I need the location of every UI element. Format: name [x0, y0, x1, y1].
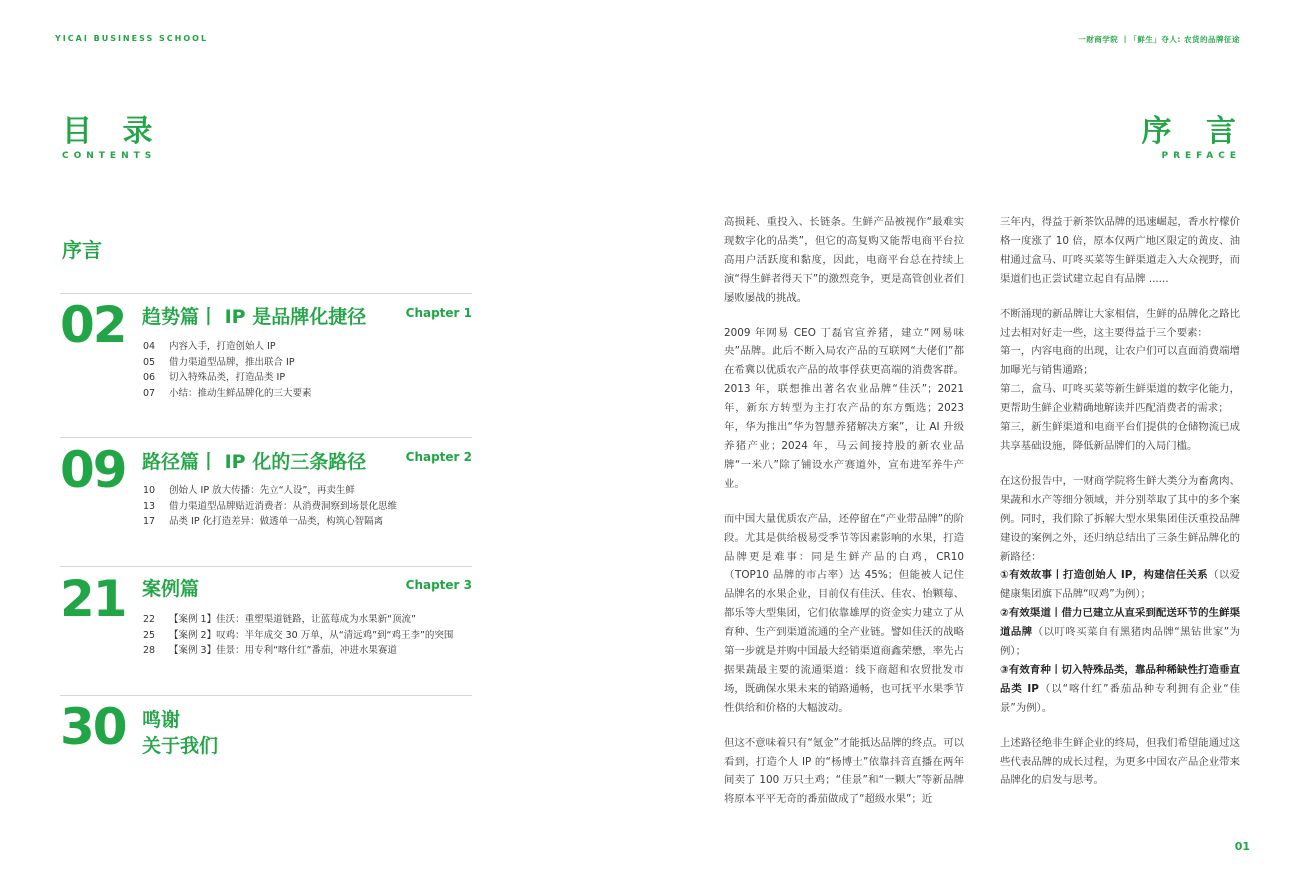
- toc-divider: [60, 566, 472, 567]
- list-item[interactable]: 13 借力渠道型品牌贴近消费者：从消费洞察到场景化思维: [143, 500, 398, 512]
- preface-paragraph: 上述路径绝非生鲜企业的终局，但我们希望能通过这些代表品牌的成长过程，为更多中国农产品企业带来品牌化的启发与思考。: [1000, 736, 1240, 787]
- chapter-3-title[interactable]: 案例篇: [142, 578, 200, 600]
- preface-paragraph: 但这不意味着只有“氪金”才能抵达品牌的终点。可以看到，打造个人 IP 的“杨博士”依靠抖音直播在两年间卖了 100 万只土鸡；“佳景”和“一颗大”等新品牌将原本平平无奇的番茄做成了“超级水果”；近: [724, 736, 964, 806]
- chapter-1-list: [143, 339, 312, 401]
- toc-title: 目 录: [62, 114, 163, 149]
- about-us-title[interactable]: 关于我们: [142, 735, 219, 757]
- list-item[interactable]: 06 切入特殊品类，打造品类 IP: [143, 372, 286, 383]
- chapter-3-tag: Chapter 3: [405, 578, 472, 592]
- toc-divider: [60, 437, 472, 438]
- toc-subtitle: CONTENTS: [62, 151, 157, 161]
- preface-paragraph: 而中国大量优质农产品，还停留在“产业带品牌”的阶段。尤其是供给极易受季节等因素影响的水果，打造品牌更是难事：同是生鲜产品的白鸡，CR10（TOP10 品牌的市占率）达 45%；但能被人记住品牌名的水果企业，目前仅有佳沃、佳农、怡颗莓、都乐等大型集团，它们依靠雄厚的资金实力建立了从育种、生产到渠道流通的全产业链。譬如佳沃的战略第一步就是并购中国最大经销渠道商鑫荣懋，率先占据果蔬最主要的流通渠道：线下商超和农贸批发市场，既确保水果未来的销路通畅，也可抚平水果季节性供给和价格的大幅波动。: [724, 512, 964, 714]
- list-item[interactable]: 05 借力渠道型品牌，推出联合 IP: [143, 356, 295, 368]
- list-item[interactable]: 07 小结：推动生鲜品牌化的三大要素: [143, 387, 312, 399]
- toc-divider: [60, 293, 472, 294]
- chapter-1-tag: Chapter 1: [405, 306, 472, 320]
- acknowledgements-page[interactable]: 30: [60, 698, 126, 756]
- preface-paragraph: 在这份报告中，一财商学院将生鲜大类分为畜禽肉、果蔬和水产等细分领域，并分别萃取了其中的多个案例。同时，我们除了拆解大型水果集团佳沃重投品牌建设的案例之外，还归纳总结出了三条生鲜品牌化的新路径： ①有效故事丨打造创始人 IP，构建信任关系（以爱健康集团旗下品牌“叹鸡”为例）； ②有效渠道丨借力已建立从直采到配送环节的生鲜渠道品牌（以叮咚买菜自有黑猪肉品牌“黑钻世家”为例）； ③有效育种丨切入特殊品类，靠品种稀缺性打造垂直品类 IP（以“喀什红”番茄品种专利拥有企业“佳景”为例）。: [1000, 474, 1241, 714]
- list-item[interactable]: 10 创始人 IP 放大传播：先立“人设”，再卖生鲜: [143, 485, 355, 496]
- acknowledgements-title[interactable]: 鸣谢: [142, 709, 181, 731]
- chapter-1-title[interactable]: 趋势篇丨 IP 是品牌化捷径: [142, 306, 367, 328]
- chapter-2-tag: Chapter 2: [405, 450, 472, 464]
- chapter-3-page[interactable]: 21: [60, 570, 126, 628]
- list-item[interactable]: 28 【案例 3】佳景：用专利“喀什红”番茄，冲进水果赛道: [143, 645, 397, 656]
- preface-paragraph: 不断涌现的新品牌让大家相信，生鲜的品牌化之路比过去相对好走一些，这主要得益于三个要素： 第一，内容电商的出现，让农户们可以直面消费端增加曝光与销售通路； 第二，盒马、叮咚买菜等新生鲜渠道的数字化能力，更帮助生鲜企业精确地解读并匹配消费者的需求； 第三，新生鲜渠道和电商平台们提供的仓储物流已成共享基础设施，降低新品牌们的入局门槛。: [1000, 307, 1240, 452]
- chapter-2-title[interactable]: 路径篇丨 IP 化的三条路径: [142, 451, 367, 473]
- preface-title: 序 言: [1141, 114, 1248, 149]
- preface-paragraph: 高损耗、重投入、长链条。生鲜产品被视作“最难实现数字化的品类”，但它的高复购又能帮电商平台拉高用户活跃度和黏度，因此，电商平台总在持续上演“得生鲜者得天下”的激烈竞争，更是高管创业者们屡败屡战的挑战。: [724, 216, 964, 304]
- page-number: 01: [1234, 840, 1250, 853]
- toc-heading: [62, 116, 162, 161]
- chapter-2-list: [143, 483, 397, 530]
- path-2-title: ②有效渠道丨借力已建立从直采到配送环节的生鲜渠道品牌: [1000, 607, 1240, 639]
- list-item[interactable]: 17 品类 IP 化打造差异：做透单一品类，构筑心智隔离: [143, 516, 384, 527]
- path-1-title: ①有效故事丨打造创始人 IP，构建信任关系: [1000, 569, 1209, 582]
- preface-column-1: [724, 213, 964, 825]
- preface-column-2: [1000, 213, 1240, 806]
- brand-header: YICAI BUSINESS SCHOOL: [55, 34, 209, 43]
- chapter-1-page[interactable]: 02: [60, 296, 126, 354]
- chapter-2-page[interactable]: 09: [60, 441, 126, 499]
- preface-heading: [1141, 114, 1248, 161]
- list-item[interactable]: 04 内容入手，打造创始人 IP: [143, 341, 276, 352]
- preface-paragraph: 三年内，得益于新茶饮品牌的迅速崛起，香水柠檬价格一度涨了 10 倍，原本仅两广地区限定的黄皮、油柑通过盒马、叮咚买菜等生鲜渠道走入大众视野，而渠道们也正尝试建立起自有品牌 ......: [1000, 216, 1240, 285]
- toc-divider: [60, 695, 472, 696]
- list-item[interactable]: 25 【案例 2】叹鸡：半年成交 30 万单，从“清远鸡”到“鸡王李”的突围: [143, 629, 454, 641]
- report-title-header: 一财商学院 丨「鲜生」夺人: 农货的品牌征途: [1078, 35, 1240, 44]
- chapter-3-list: [143, 612, 453, 659]
- path-3-title: ③有效育种丨切入特殊品类，靠品种稀缺性打造垂直品类 IP: [1000, 663, 1240, 695]
- preface-paragraph: 2009 年网易 CEO 丁磊官宣养猪，建立“网易味央”品牌。此后不断入局农产品的互联网“大佬们”都在希冀以优质农产品的故事俘获更高端的消费客群。2013 年，联想推出著名农业品牌“佳沃”；2021 年，新东方转型为主打农产品的东方甄选；2023 年，华为推出“华为智慧养猪解决方案”，让 AI 升级养猪产业；2024 年，马云间接持股的新农业品牌“一米八”除了铺设水产赛道外，宣布进军养牛产业。: [724, 326, 964, 490]
- toc-preface-link[interactable]: 序言: [62, 238, 102, 262]
- list-item[interactable]: 22 【案例 1】佳沃：重塑渠道链路，让蓝莓成为水果新“顶流”: [143, 614, 416, 625]
- preface-subtitle: PREFACE: [1161, 151, 1241, 161]
